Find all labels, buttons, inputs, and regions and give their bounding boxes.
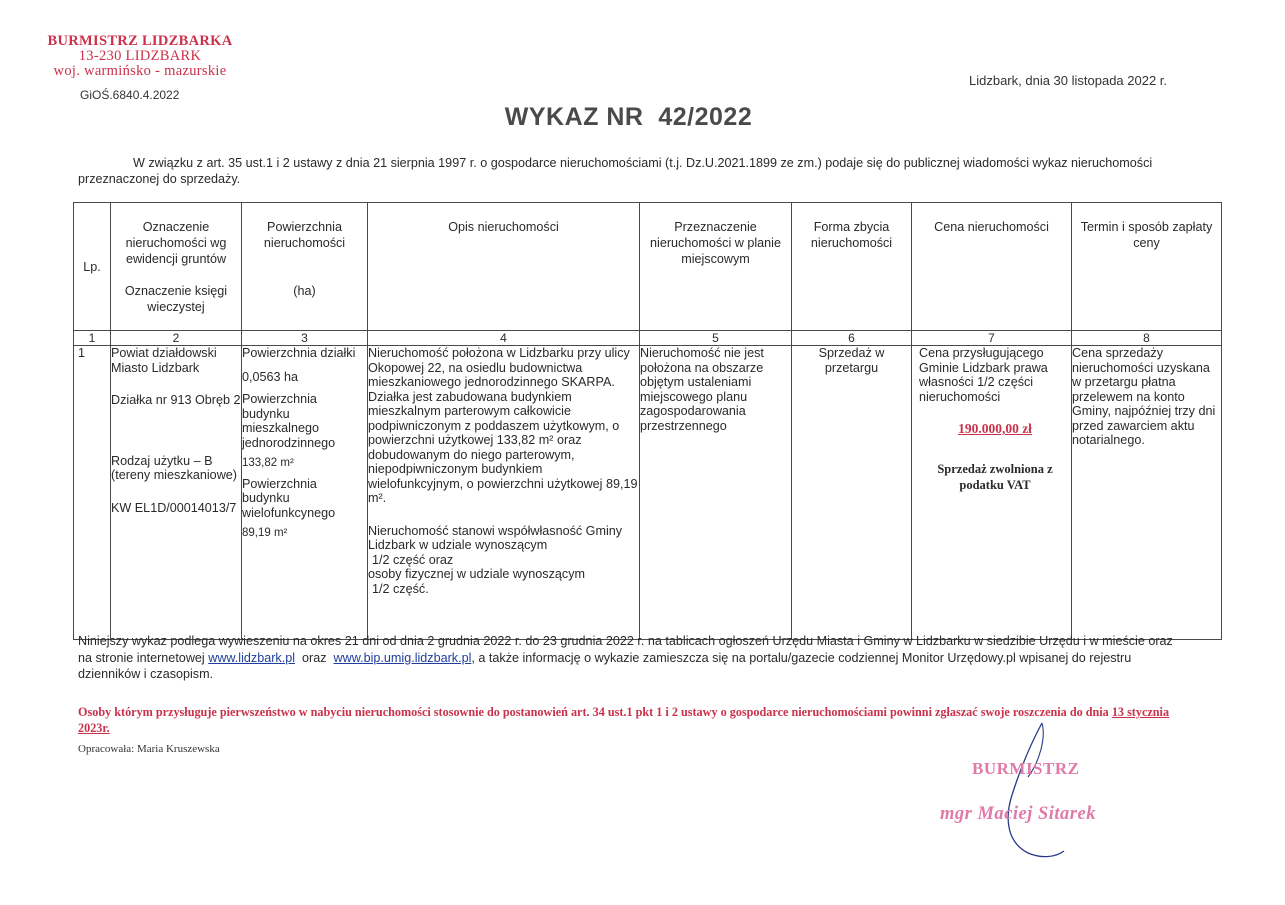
column-number: 4 xyxy=(368,331,640,346)
header-price: Cena nieruchomości xyxy=(912,203,1072,331)
ownership-line: osoby fizycznej w udziale wynoszącym xyxy=(368,567,585,581)
column-number-row xyxy=(74,331,1222,346)
stamp-line-province: woj. warmińsko - mazurskie xyxy=(53,63,227,79)
bip-link[interactable]: www.bip.umig.lidzbark.pl xyxy=(333,650,472,665)
ownership-line: 1/2 część oraz xyxy=(372,552,454,567)
plot-area-label: Powierzchnia działki xyxy=(242,346,356,360)
header-lp: Lp. xyxy=(74,203,111,331)
header-area xyxy=(242,203,368,331)
table-header-row xyxy=(74,203,1222,331)
priority-deadline: 13 stycznia 2023r. xyxy=(78,705,1170,735)
cell-lp: 1 xyxy=(74,346,111,640)
column-number: 7 xyxy=(912,331,1072,346)
cell-sale-form: Sprzedaż w przetargu xyxy=(792,346,912,640)
cell-area xyxy=(242,346,368,640)
cell-designation xyxy=(111,346,242,640)
house-area-value: 133,82 m² xyxy=(242,457,294,469)
land-register-number: KW EL1D/00014013/7 xyxy=(111,500,237,515)
column-number: 6 xyxy=(792,331,912,346)
ownership-line: Nieruchomość stanowi współwłasność Gminy Lidzbark w udziale wynoszącym xyxy=(368,523,623,552)
table-row xyxy=(74,346,1222,640)
stamp-line-office: BURMISTRZ LIDZBARKA xyxy=(47,33,233,49)
handwritten-signature xyxy=(990,715,1070,865)
ownership-line: 1/2 część. xyxy=(372,581,429,596)
notice-text: Niniejszy wykaz podlega wywieszeniu na okres 21 dni od dnia 2 grudnia 2022 r. do 23 grudnia 2022 r. na tablicach ogłoszeń Urzędu Miasta i Gminy w Lidzbarku w siedzibie Urzędu i w mieście oraz na stronie internetowej xyxy=(78,634,1173,665)
place-date: Lidzbark, dnia 30 listopada 2022 r. xyxy=(969,73,1168,88)
land-use-type: Rodzaj użytku – B (tereny mieszkaniowe) xyxy=(111,453,237,482)
notice-text: oraz xyxy=(295,650,334,665)
cell-payment: Cena sprzedaży nieruchomości uzyskana w przetargu płatna przelewem na konto Gminy, najpóźniej trzy dni przed zawarciem aktu notarialnego. xyxy=(1072,346,1222,640)
plot-number: Działka nr 913 Obręb 2 xyxy=(111,393,241,407)
signatory-name: mgr Maciej Sitarek xyxy=(940,804,1096,824)
header-area-label: Powierzchnia nieruchomości xyxy=(263,220,346,250)
header-plan-purpose: Przeznaczenie nieruchomości w planie miejscowym xyxy=(640,203,792,331)
price-description: Cena przysługującego Gminie Lidzbark prawa własności 1/2 części nieruchomości xyxy=(919,346,1048,404)
house-area-label: Powierzchnia budynku mieszkalnego jednorodzinnego xyxy=(242,392,336,450)
header-designation xyxy=(111,203,242,331)
header-designation-label: Oznaczenie nieruchomości wg ewidencji gruntów xyxy=(125,220,227,266)
header-area-unit: (ha) xyxy=(293,284,316,298)
column-number: 5 xyxy=(640,331,792,346)
column-number: 8 xyxy=(1072,331,1222,346)
stamp-line-postcode: 13-230 LIDZBARK xyxy=(78,48,202,64)
plot-area-value: 0,0563 ha xyxy=(242,369,299,384)
column-number: 3 xyxy=(242,331,368,346)
description-paragraph: Nieruchomość położona w Lidzbarku przy ulicy Okopowej 22, na osiedlu budownictwa mieszkaniowego jednorodzinnego SKARPA. Działka jest zabudowana budynkiem mieszkalnym parterowym całkowicie podpiwniczonym z poddaszem użytkowym, o powierzchni użytkowej 133,82 m² oraz dobudowanym do niego parterowym, niepodpiwniczonym budynkiem wielofunkcyjnym, o powierzchni użytkowej 89,19 m². xyxy=(368,346,638,505)
property-table xyxy=(73,202,1222,640)
office-stamp xyxy=(30,34,250,79)
location-text: Powiat działdowski Miasto Lidzbark xyxy=(111,346,217,375)
notice-text: , a także informację o wykazie zamieszcza się na portalu/gazecie codziennej Monitor Urzędowy.pl wpisanej do rejestru dzienników i czasopism. xyxy=(78,650,1132,681)
header-description: Opis nieruchomości xyxy=(368,203,640,331)
cell-description xyxy=(368,346,640,640)
reference-number: GiOŚ.6840.4.2022 xyxy=(80,88,180,102)
intro-paragraph: W związku z art. 35 ust.1 i 2 ustawy z dnia 21 sierpnia 1997 r. o gospodarce nieruchomościami (t.j. Dz.U.2021.1899 ze zm.) podaje się do publicznej wiadomości wykaz nieruchomości przeznaczonej do sprzedaży. xyxy=(78,156,1153,186)
header-sale-form: Forma zbycia nieruchomości xyxy=(792,203,912,331)
cell-plan-purpose: Nieruchomość nie jest położona na obszarze objętym ustaleniami miejscowego planu zagospodarowania przestrzennego xyxy=(640,346,792,640)
signatory-title: BURMISTRZ xyxy=(972,759,1080,778)
header-land-register-label: Oznaczenie księgi wieczystej xyxy=(124,284,228,314)
multi-building-area-value: 89,19 m² xyxy=(242,527,288,539)
multi-building-area-label: Powierzchnia budynku wielofunkcynego xyxy=(242,476,336,520)
cell-price xyxy=(912,346,1072,640)
posting-notice xyxy=(78,633,1188,683)
vat-exemption: Sprzedaż zwolniona z podatku VAT xyxy=(937,461,1053,492)
column-number: 2 xyxy=(111,331,242,346)
price-value: 190.000,00 zł xyxy=(958,421,1032,436)
header-payment: Termin i sposób zapłaty ceny xyxy=(1072,203,1222,331)
prepared-by: Opracowała: Maria Kruszewska xyxy=(78,743,220,755)
column-number: 1 xyxy=(74,331,111,346)
document-title: WYKAZ NR 42/2022 xyxy=(504,103,753,131)
priority-text: Osoby którym przysługuje pierwszeństwo w nabyciu nieruchomości stosownie do postanowień art. 34 ust.1 pkt 1 i 2 ustawy o gospodarce nieruchomościami powinni zgłaszać swoje roszczenia do dnia xyxy=(78,705,1112,719)
website-link[interactable]: www.lidzbark.pl xyxy=(208,650,296,665)
